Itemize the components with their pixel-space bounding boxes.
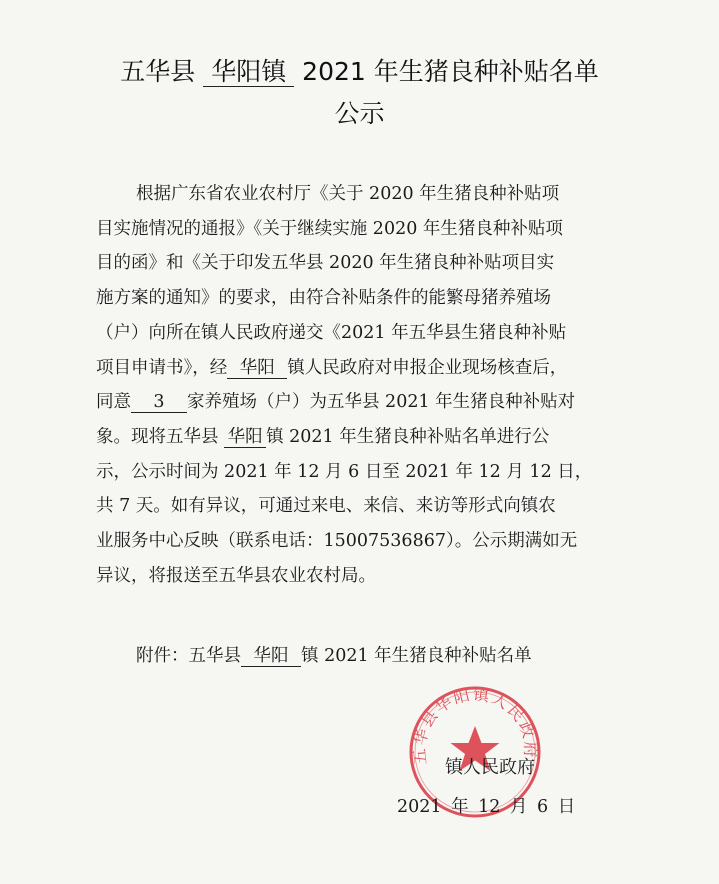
body-line: 目的函》和《关于印发五华县 2020 年生猪良种补贴项目实 [96,253,555,274]
body-line: 业服务中心反映（联系电话：15007536867）。公示期满如无 [96,531,578,552]
attachment-town-blank: 华阳 [241,646,301,667]
body-line [96,351,644,386]
document-subtitle: 公示 [334,99,385,128]
body-line: 根据广东省农业农村厅《关于 2020 年生猪良种补贴项 [136,184,560,204]
issue-date: 2021 年 12 月 6 日 [397,797,576,817]
line-text: 项目申请书》，经 [96,357,228,378]
title-town-blank: 华阳镇 [203,58,294,87]
title-county: 五华县 [120,57,196,86]
body-line: （户）向所在镇人民政府递交《2021 年五华县生猪良种补贴 [96,322,567,343]
line-text: 同意 [96,392,131,413]
seal-text: 五华县华阳镇人民政府 [409,684,541,766]
town-blank: 华阳 [224,427,266,448]
notice-body [96,177,644,593]
line-text: 家养殖场（户）为五华县 2021 年生猪良种补贴对 [187,392,576,413]
body-line: 施方案的通知》的要求，由符合补贴条件的能繁母猪养殖场 [96,288,551,309]
attachment-line [136,642,532,667]
line-text: 镇 2021 年生猪良种补贴名单进行公 [266,426,550,447]
title-rest: 2021 年生猪良种补贴名单 [302,57,599,86]
issuing-authority: 镇人民政府 [445,757,535,778]
body-line: 目实施情况的通报》《关于继续实施 2020 年生猪良种补贴项 [96,218,563,239]
body-line [96,420,644,455]
attachment-text: 附件：五华县 [136,646,241,666]
line-text: 镇人民政府对申报企业现场核查后， [287,357,568,378]
count-blank: 3 [131,392,187,413]
town-blank: 华阳 [227,358,287,379]
document-title [0,52,719,88]
attachment-text: 镇 2021 年生猪良种补贴名单 [301,646,532,666]
body-line: 示，公示时间为 2021 年 12 月 6 日至 2021 年 12 月 12 日， [96,461,593,482]
body-line: 共 7 天。如有异议，可通过来电、来信、来访等形式向镇农 [96,496,556,517]
body-line: 异议，将报送至五华县农业农村局。 [96,565,376,586]
body-line [96,385,644,420]
line-text: 象。现将五华县 [96,426,219,447]
